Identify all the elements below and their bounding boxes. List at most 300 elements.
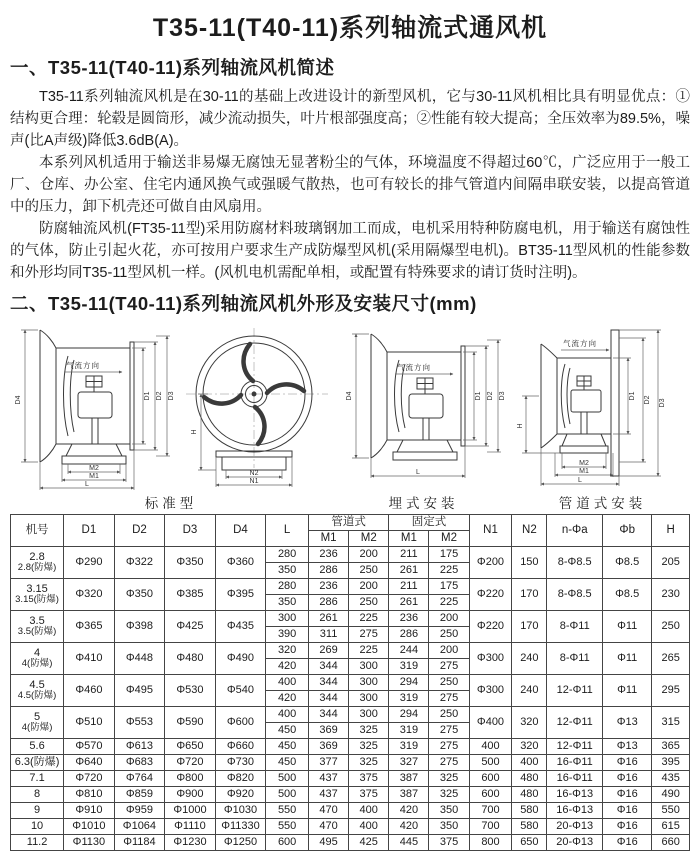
table-row (11, 803, 690, 819)
table-cell: Φ365 (64, 611, 115, 643)
table-cell: 425 (349, 835, 389, 851)
table-cell: 230 (652, 579, 690, 611)
table-cell: 225 (349, 643, 389, 659)
table-cell: 200 (429, 611, 469, 627)
table-cell: 445 (389, 835, 429, 851)
dim-label-d2: D2 (644, 395, 651, 405)
table-cell: 275 (429, 755, 469, 771)
table-cell: Φ13 (603, 739, 652, 755)
table-cell: 16-Φ13 (547, 787, 603, 803)
section1-heading: 一、T35-11(T40-11)系列轴流风机简述 (10, 57, 335, 78)
table-cell: 437 (309, 771, 349, 787)
table-cell: 236 (389, 611, 429, 627)
table-cell: Φ16 (603, 771, 652, 787)
column-subheader: M2 (429, 531, 469, 547)
dim-label-d3: D3 (168, 391, 175, 401)
table-cell: 8-Φ11 (547, 643, 603, 675)
table-cell: 200 (349, 579, 389, 595)
model-cell: 3.15 3.15(防爆) (11, 579, 64, 611)
page-title: T35-11(T40-11)系列轴流式通风机 (152, 14, 548, 42)
table-cell: 225 (429, 563, 469, 579)
fan-table-body (11, 547, 690, 851)
table-cell: 325 (429, 787, 469, 803)
table-cell: Φ1030 (215, 803, 266, 819)
table-cell: 20-Φ13 (547, 835, 603, 851)
table-cell: 400 (266, 675, 309, 691)
table-cell: Φ730 (215, 755, 266, 771)
model-cell: 5.6 (11, 739, 64, 755)
model-cell: 8 (11, 787, 64, 803)
table-cell: Φ720 (165, 755, 216, 771)
table-cell: 344 (309, 675, 349, 691)
table-cell: 387 (389, 787, 429, 803)
table-cell: 250 (429, 707, 469, 723)
table-row (11, 643, 690, 659)
table-cell: 420 (266, 659, 309, 675)
table-row (11, 739, 690, 755)
table-cell: 395 (652, 755, 690, 771)
model-cell: 2.8 2.8(防爆) (11, 547, 64, 579)
table-cell: 660 (652, 835, 690, 851)
table-cell: Φ300 (469, 643, 512, 675)
table-cell: Φ395 (215, 579, 266, 611)
table-cell: Φ16 (603, 755, 652, 771)
table-cell: Φ920 (215, 787, 266, 803)
table-head (11, 515, 690, 547)
table-cell: 400 (469, 739, 512, 755)
table-cell: 320 (512, 739, 547, 755)
table-row (11, 675, 690, 691)
table-cell: 500 (266, 771, 309, 787)
table-cell: 365 (652, 739, 690, 755)
table-cell: Φ1130 (64, 835, 115, 851)
table-cell: 275 (349, 627, 389, 643)
table-cell: Φ1230 (165, 835, 216, 851)
table-cell: 400 (349, 819, 389, 835)
table-cell: 300 (349, 659, 389, 675)
caption-standard: 标准型 (144, 496, 198, 511)
table-cell: 344 (309, 707, 349, 723)
dim-label-d1: D1 (144, 391, 151, 401)
table-cell: 390 (266, 627, 309, 643)
table-cell: 320 (512, 707, 547, 739)
table-cell: 450 (266, 739, 309, 755)
table-cell: 470 (309, 819, 349, 835)
table-cell: 600 (469, 771, 512, 787)
table-cell: Φ959 (114, 803, 165, 819)
table-cell: 325 (429, 771, 469, 787)
paragraph: 本系列风机适用于输送非易爆无腐蚀无显著粉尘的气体，环境温度不得超过60℃，广泛应用于一般工厂、仓库、办公室、住宅内通风换气或强暖气散热，也可有较长的排气管道内间隔串联安装，以提高管道中的压力，卸下机壳还可做自由风扇用。 (10, 155, 690, 215)
table-cell: 300 (349, 675, 389, 691)
table-cell: Φ16 (603, 787, 652, 803)
table-cell: 437 (309, 787, 349, 803)
column-header: N1 (469, 515, 512, 547)
fan-side-view-embedded (341, 324, 506, 492)
table-cell: 295 (652, 675, 690, 707)
table-cell: 175 (429, 547, 469, 563)
table-cell: 495 (309, 835, 349, 851)
table-cell: 286 (389, 627, 429, 643)
table-cell: 265 (652, 643, 690, 675)
table-cell: Φ1184 (114, 835, 165, 851)
column-subheader: M1 (309, 531, 349, 547)
table-cell: Φ800 (165, 771, 216, 787)
table-cell: Φ683 (114, 755, 165, 771)
column-header: 管道式 (309, 515, 389, 531)
table-cell: 286 (309, 563, 349, 579)
fan-side-view-standard (10, 324, 182, 492)
table-cell: 12-Φ11 (547, 707, 603, 739)
table-cell: 16-Φ11 (547, 771, 603, 787)
fan-front-view (182, 324, 332, 492)
table-cell: 319 (389, 659, 429, 675)
table-row (11, 611, 690, 627)
model-cell: 4 4(防爆) (11, 643, 64, 675)
table-cell: Φ11 (603, 675, 652, 707)
table-cell: Φ350 (114, 579, 165, 611)
table-cell: 400 (349, 803, 389, 819)
table-cell: Φ16 (603, 819, 652, 835)
dim-label-d2: D2 (487, 391, 494, 401)
table-cell: 377 (309, 755, 349, 771)
column-header: D4 (215, 515, 266, 547)
fan-side-view-duct (515, 324, 690, 492)
table-cell: Φ640 (64, 755, 115, 771)
table-cell: 225 (429, 595, 469, 611)
dim-label-m2: M2 (89, 465, 99, 472)
table-cell: 350 (266, 563, 309, 579)
column-subheader: M1 (389, 531, 429, 547)
column-header: D2 (114, 515, 165, 547)
table-cell: 280 (266, 579, 309, 595)
table-cell: Φ220 (469, 611, 512, 643)
table-cell: 800 (469, 835, 512, 851)
header-row (11, 515, 690, 531)
table-cell: Φ1250 (215, 835, 266, 851)
table-cell: Φ910 (64, 803, 115, 819)
table-cell: Φ290 (64, 547, 115, 579)
table-cell: Φ350 (165, 547, 216, 579)
section2-heading: 二、T35-11(T40-11)系列轴流风机外形及安装尺寸(mm) (10, 293, 477, 314)
section1-paragraphs (10, 86, 690, 284)
table-cell: 325 (349, 755, 389, 771)
table-cell: 261 (309, 611, 349, 627)
table-cell: 500 (266, 787, 309, 803)
table-row (11, 787, 690, 803)
table-cell: 250 (429, 627, 469, 643)
table-cell: 20-Φ13 (547, 819, 603, 835)
table-cell: Φ1064 (114, 819, 165, 835)
model-cell: 11.2 (11, 835, 64, 851)
table-cell: 300 (349, 691, 389, 707)
table-cell: Φ495 (114, 675, 165, 707)
flow-direction-label: 气流方向 (66, 361, 100, 370)
dim-label-l: L (85, 481, 89, 488)
table-cell: 615 (652, 819, 690, 835)
table-cell: 470 (309, 803, 349, 819)
table-cell: 350 (429, 803, 469, 819)
table-cell: Φ510 (64, 707, 115, 739)
column-subheader: M2 (349, 531, 389, 547)
table-cell: 319 (389, 739, 429, 755)
table-cell: 375 (349, 771, 389, 787)
dim-label-n1: N1 (249, 478, 259, 485)
table-cell: 550 (266, 819, 309, 835)
column-header: 固定式 (389, 515, 469, 531)
table-cell: 300 (266, 611, 309, 627)
table-cell: 240 (512, 643, 547, 675)
column-header: n-Φa (547, 515, 603, 547)
table-cell: 275 (429, 659, 469, 675)
dim-label-n2: N2 (249, 470, 259, 477)
table-cell: 225 (349, 611, 389, 627)
diagram-standard (10, 324, 332, 512)
table-cell: Φ764 (114, 771, 165, 787)
dim-label-d1: D1 (629, 391, 636, 401)
table-cell: Φ360 (215, 547, 266, 579)
table-cell: 325 (349, 739, 389, 755)
table-cell: 369 (309, 723, 349, 739)
table-cell: 211 (389, 547, 429, 563)
table-cell: 286 (309, 595, 349, 611)
table-cell: Φ660 (215, 739, 266, 755)
dim-label-d4: D4 (346, 391, 353, 401)
table-cell: Φ200 (469, 547, 512, 579)
table-cell: Φ530 (165, 675, 216, 707)
dim-label-d3: D3 (499, 391, 506, 401)
diagram-embedded (341, 324, 506, 512)
dim-label-l: L (416, 469, 420, 476)
table-cell: Φ435 (215, 611, 266, 643)
table-row (11, 771, 690, 787)
table-cell: 150 (512, 547, 547, 579)
table-cell: Φ300 (469, 675, 512, 707)
table-cell: 269 (309, 643, 349, 659)
table-cell: Φ400 (469, 707, 512, 739)
table-cell: 400 (266, 707, 309, 723)
table-cell: Φ16 (603, 835, 652, 851)
dim-label-m1: M1 (579, 468, 589, 475)
table-cell: 550 (266, 803, 309, 819)
table-cell: Φ410 (64, 643, 115, 675)
table-cell: 8-Φ8.5 (547, 579, 603, 611)
dim-label-h: H (517, 423, 524, 429)
table-row (11, 547, 690, 563)
table-cell: Φ570 (64, 739, 115, 755)
table-cell: Φ480 (165, 643, 216, 675)
table-cell: Φ600 (215, 707, 266, 739)
table-cell: 250 (349, 563, 389, 579)
model-cell: 5 4(防爆) (11, 707, 64, 739)
dim-label-m2: M2 (579, 460, 589, 467)
table-cell: 319 (389, 691, 429, 707)
table-cell: 12-Φ11 (547, 675, 603, 707)
flow-direction-label: 气流方向 (563, 339, 597, 348)
table-cell: Φ448 (114, 643, 165, 675)
table-cell: 490 (652, 787, 690, 803)
table-cell: Φ613 (114, 739, 165, 755)
column-header: D3 (165, 515, 216, 547)
model-cell: 10 (11, 819, 64, 835)
column-header: D1 (64, 515, 115, 547)
table-row (11, 835, 690, 851)
diagram-row (10, 322, 690, 512)
model-cell: 7.1 (11, 771, 64, 787)
table-cell: 500 (469, 755, 512, 771)
table-cell: Φ820 (215, 771, 266, 787)
table-cell: Φ540 (215, 675, 266, 707)
table-cell: Φ425 (165, 611, 216, 643)
table-cell: 275 (429, 723, 469, 739)
table-cell: 420 (389, 803, 429, 819)
table-cell: 387 (389, 771, 429, 787)
table-cell: 344 (309, 659, 349, 675)
table-cell: Φ16 (603, 803, 652, 819)
table-row (11, 579, 690, 595)
table-cell: 550 (652, 803, 690, 819)
table-cell: 200 (349, 547, 389, 563)
table-cell: 344 (309, 691, 349, 707)
table-cell: 236 (309, 579, 349, 595)
table-cell: Φ460 (64, 675, 115, 707)
table-cell: Φ13 (603, 707, 652, 739)
dim-label-d2: D2 (156, 391, 163, 401)
table-cell: 244 (389, 643, 429, 659)
table-cell: 327 (389, 755, 429, 771)
table-cell: Φ398 (114, 611, 165, 643)
model-cell: 9 (11, 803, 64, 819)
table-cell: 650 (512, 835, 547, 851)
table-row (11, 755, 690, 771)
table-cell: Φ11330 (215, 819, 266, 835)
table-cell: 275 (429, 691, 469, 707)
dimensions-table (10, 514, 690, 851)
table-cell: 350 (429, 819, 469, 835)
table-cell: 480 (512, 771, 547, 787)
column-header: N2 (512, 515, 547, 547)
table-cell: 294 (389, 675, 429, 691)
caption-embedded: 埋式安装 (388, 496, 459, 511)
table-cell: 275 (429, 739, 469, 755)
model-cell: 4.5 4.5(防爆) (11, 675, 64, 707)
table-cell: 311 (309, 627, 349, 643)
table-cell: Φ1010 (64, 819, 115, 835)
table-cell: 315 (652, 707, 690, 739)
table-cell: Φ553 (114, 707, 165, 739)
table-cell: 375 (429, 835, 469, 851)
table-cell: 175 (429, 579, 469, 595)
table-cell: 580 (512, 819, 547, 835)
paragraph: T35-11系列轴流风机是在30-11的基础上改进设计的新型风机，它与30-11风机相比具有明显优点：①结构更合理：轮毂是圆筒形，减少流动损失，叶片根部强度高；②性能有较大提高；全压效率为89.5%，噪声(比A声级)降低3.6dB(A)。 (10, 89, 690, 149)
table-cell: Φ320 (64, 579, 115, 611)
table-cell: Φ385 (165, 579, 216, 611)
table-cell: 8-Φ8.5 (547, 547, 603, 579)
table-cell: 420 (389, 819, 429, 835)
dim-label-m1: M1 (89, 473, 99, 480)
table-cell: 580 (512, 803, 547, 819)
table-cell: 480 (512, 787, 547, 803)
table-cell: 600 (266, 835, 309, 851)
table-cell: 600 (469, 787, 512, 803)
table-cell: 435 (652, 771, 690, 787)
table-cell: Φ720 (64, 771, 115, 787)
table-cell: 240 (512, 675, 547, 707)
table-cell: 236 (309, 547, 349, 563)
table-cell: 450 (266, 723, 309, 739)
column-header: 机号 (11, 515, 64, 547)
table-cell: 205 (652, 547, 690, 579)
table-cell: 700 (469, 819, 512, 835)
table-cell: 16-Φ11 (547, 755, 603, 771)
table-cell: Φ11 (603, 643, 652, 675)
column-header: L (266, 515, 309, 547)
table-cell: Φ810 (64, 787, 115, 803)
dim-label-d4: D4 (15, 395, 22, 405)
table-cell: 700 (469, 803, 512, 819)
table-cell: 450 (266, 755, 309, 771)
table-cell: Φ1110 (165, 819, 216, 835)
table-cell: Φ8.5 (603, 579, 652, 611)
table-cell: Φ590 (165, 707, 216, 739)
table-cell: 280 (266, 547, 309, 563)
table-cell: Φ8.5 (603, 547, 652, 579)
table-cell: Φ11 (603, 611, 652, 643)
caption-duct: 管道式安装 (558, 496, 647, 511)
table-cell: Φ859 (114, 787, 165, 803)
table-cell: 325 (349, 723, 389, 739)
table-cell: 300 (349, 707, 389, 723)
dim-label-l: L (578, 477, 582, 484)
table-cell: 261 (389, 595, 429, 611)
table-cell: 170 (512, 579, 547, 611)
table-cell: 12-Φ11 (547, 739, 603, 755)
table-cell: Φ650 (165, 739, 216, 755)
table-row (11, 707, 690, 723)
column-header: H (652, 515, 690, 547)
model-cell: 3.5 3.5(防爆) (11, 611, 64, 643)
table-cell: 250 (349, 595, 389, 611)
column-header: Φb (603, 515, 652, 547)
table-cell: 400 (512, 755, 547, 771)
table-cell: 250 (652, 611, 690, 643)
model-cell: 6.3(防爆) (11, 755, 64, 771)
table-cell: Φ220 (469, 579, 512, 611)
table-cell: Φ490 (215, 643, 266, 675)
table-cell: 294 (389, 707, 429, 723)
table-cell: 200 (429, 643, 469, 659)
table-cell: Φ900 (165, 787, 216, 803)
table-cell: 211 (389, 579, 429, 595)
table-cell: 170 (512, 611, 547, 643)
table-cell: 319 (389, 723, 429, 739)
table-cell: 320 (266, 643, 309, 659)
table-cell: 250 (429, 675, 469, 691)
dim-label-d1: D1 (475, 391, 482, 401)
flow-direction-label: 气流方向 (397, 363, 431, 372)
table-cell: 375 (349, 787, 389, 803)
table-cell: Φ1000 (165, 803, 216, 819)
table-cell: 261 (389, 563, 429, 579)
table-cell: 369 (309, 739, 349, 755)
dim-label-d3: D3 (659, 398, 666, 408)
table-cell: 350 (266, 595, 309, 611)
diagram-duct (515, 324, 690, 512)
table-cell: 8-Φ11 (547, 611, 603, 643)
dim-label-h: H (191, 429, 198, 435)
table-cell: 16-Φ13 (547, 803, 603, 819)
table-row (11, 819, 690, 835)
paragraph: 防腐轴流风机(FT35-11型)采用防腐材料玻璃钢加工而成，电机采用特种防腐电机，用于输送有腐蚀性的气体，防止引起火花，亦可按用户要求生产成防爆型风机(采用隔爆型电机)。BT35-11型风机的性能参数和外形均同T35-11型风机一样。(风机电机需配单相，或配置有特殊要求的请订货时注明)。 (10, 221, 690, 281)
